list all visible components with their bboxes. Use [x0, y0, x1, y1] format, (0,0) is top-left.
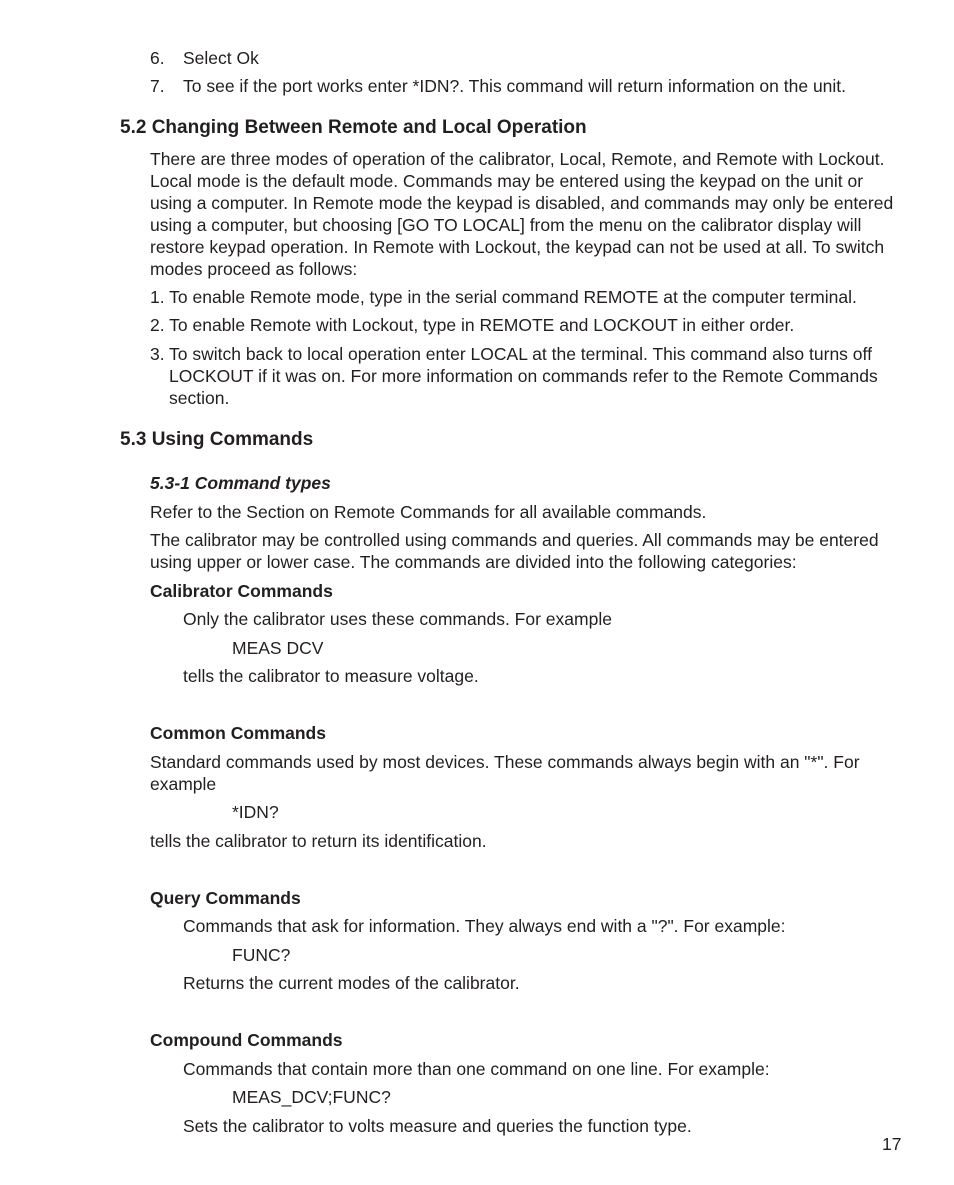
query-commands-desc: Commands that ask for information. They always end with a "?". For example: — [183, 916, 786, 936]
section-heading-5-3: 5.3 Using Commands — [120, 429, 314, 450]
list-item — [150, 314, 910, 336]
common-commands-desc: Standard commands used by most devices. These commands always begin with an "*". For example — [150, 752, 860, 794]
list-item — [150, 75, 846, 97]
compound-commands-example: MEAS_DCV;FUNC? — [232, 1087, 391, 1107]
calibrator-commands-result: tells the calibrator to measure voltage. — [183, 666, 479, 686]
list-number: 2. — [150, 315, 165, 335]
common-commands-example: *IDN? — [232, 802, 279, 822]
section-heading-5-2: 5.2 Changing Between Remote and Local Operation — [120, 117, 587, 138]
overview-text: The calibrator may be controlled using commands and queries. All commands may be entered using upper or lower case. The commands are divided into the following categories: — [150, 530, 879, 572]
section-5-2-intro: There are three modes of operation of the calibrator, Local, Remote, and Remote with Lockout. Local mode is the default mode. Commands may be entered using the keypad on the unit or using a computer. In Remote mode the keypad is disabled, and commands may only be entered using a computer, but choosing [GO TO LOCAL] from the menu on the calibrator display will restore keypad operation. In Remote with Lockout, the keypad can not be used at all. To switch modes proceed as follows: — [150, 149, 894, 279]
query-commands-example: FUNC? — [232, 945, 291, 965]
list-text: To enable Remote with Lockout, type in REMOTE and LOCKOUT in either order. — [169, 315, 795, 335]
compound-commands-desc: Commands that contain more than one command on one line. For example: — [183, 1059, 770, 1079]
common-commands-result: tells the calibrator to return its identification. — [150, 831, 487, 851]
list-number: 1. — [150, 287, 165, 307]
refer-text: Refer to the Section on Remote Commands for all available commands. — [150, 502, 707, 522]
query-commands-heading: Query Commands — [150, 888, 301, 908]
list-item — [150, 343, 910, 409]
list-text: To see if the port works enter *IDN?. This command will return information on the unit. — [183, 76, 847, 96]
list-item — [150, 286, 910, 308]
calibrator-commands-heading: Calibrator Commands — [150, 581, 333, 601]
common-commands-heading: Common Commands — [150, 723, 326, 743]
list-number: 7. — [150, 76, 165, 96]
list-text: To switch back to local operation enter LOCAL at the terminal. This command also turns off LOCKOUT if it was on. For more information on commands refer to the Remote Commands section. — [169, 344, 878, 408]
list-text: Select Ok — [183, 48, 259, 68]
query-commands-result: Returns the current modes of the calibrator. — [183, 973, 520, 993]
compound-commands-heading: Compound Commands — [150, 1030, 343, 1050]
list-number: 6. — [150, 48, 165, 68]
list-item — [150, 47, 259, 69]
subsection-heading-5-3-1: 5.3-1 Command types — [150, 473, 331, 493]
compound-commands-result: Sets the calibrator to volts measure and queries the function type. — [183, 1116, 692, 1136]
page-number: 17 — [882, 1134, 902, 1154]
calibrator-commands-example: MEAS DCV — [232, 638, 324, 658]
list-text: To enable Remote mode, type in the serial command REMOTE at the computer terminal. — [169, 287, 857, 307]
calibrator-commands-desc: Only the calibrator uses these commands. For example — [183, 609, 612, 629]
list-number: 3. — [150, 344, 165, 364]
